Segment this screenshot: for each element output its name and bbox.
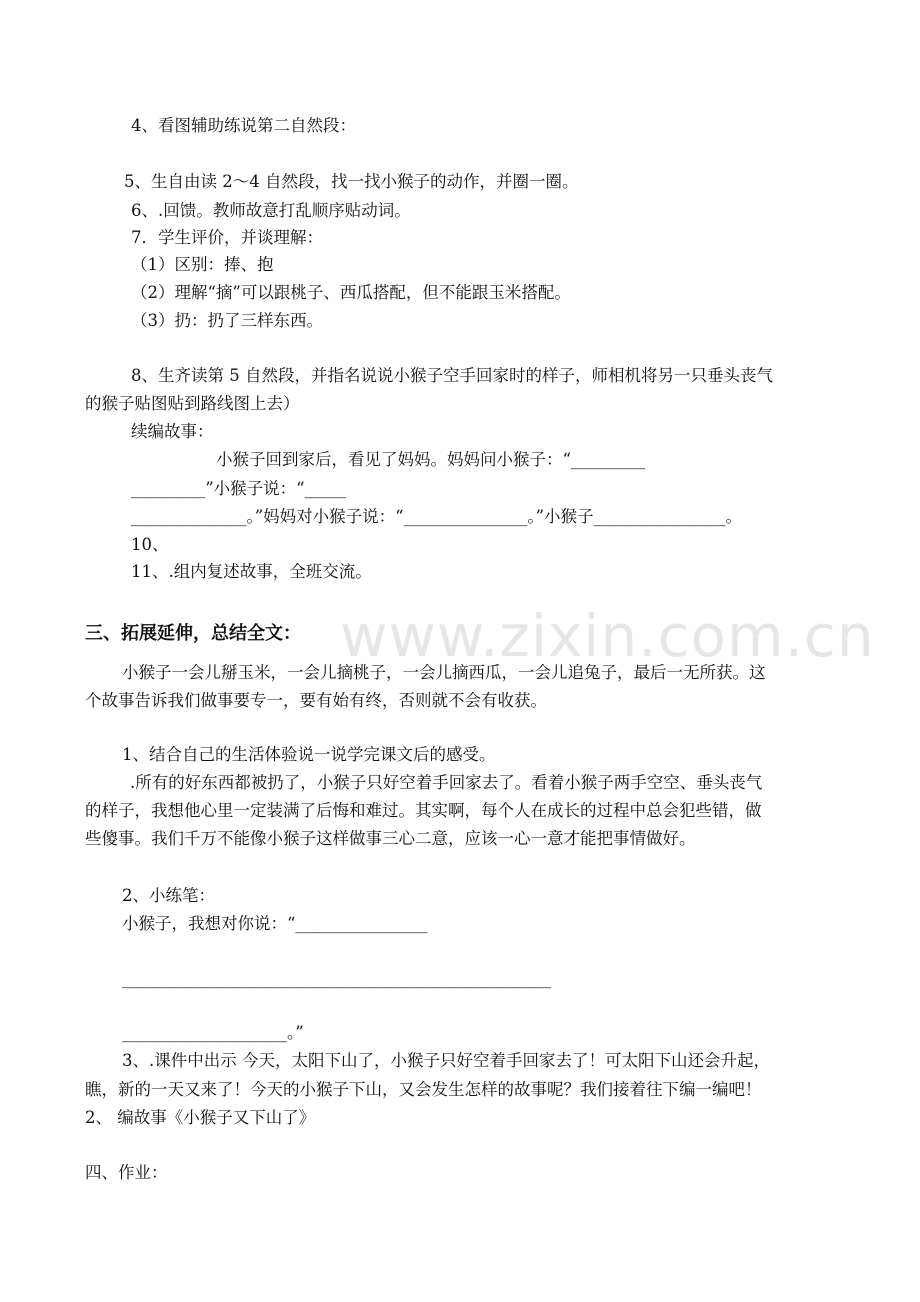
story-blank-line-1: 小猴子回到家后，看见了妈妈。妈妈问小猴子：“_________	[216, 450, 646, 469]
practice-writing-label: 2、小练笔：	[122, 886, 215, 905]
step-10-line: 10、	[131, 535, 169, 554]
courseware-line-1: 3、.课件中出示 今天，太阳下山了，小猴子只好空着手回家去了！可太阳下山还会升起，	[122, 1051, 770, 1070]
step-8-continuation: 的猴子贴图贴到路线图上去）	[85, 394, 300, 413]
step-8-line: 8、生齐读第 5 自然段，并指名说说小猴子空手回家时的样子，师相机将另一只垂头丧气	[131, 366, 773, 385]
step-6-line: 6、.回馈。教师故意打乱顺序贴动词。	[131, 201, 411, 220]
practice-writing-line-3: ____________________。”	[122, 1023, 304, 1042]
sub-item-2: （2）理解“摘”可以跟桃子、西瓜搭配，但不能跟玉米搭配。	[131, 283, 571, 302]
summary-line-2: 个故事告诉我们做事要专一，要有始有终，否则就不会有收获。	[85, 691, 547, 710]
feeling-line-3: 些傻事。我们千万不能像小猴子这样做事三心二意，应该一心一意才能把事情做好。	[85, 829, 696, 848]
step-11-line: 11、.组内复述故事，全班交流。	[131, 562, 372, 581]
summary-line-1: 小猴子一会儿掰玉米，一会儿摘桃子，一会儿摘西瓜，一会儿追兔子，最后一无所获。这	[122, 663, 766, 682]
story-blank-line-2: _________”小猴子说：“_____	[131, 479, 346, 498]
courseware-line-2: 瞧，新的一天又来了！今天的小猴子下山，又会发生怎样的故事呢？我们接着往下编一编吧！	[85, 1080, 762, 1099]
step-5-line: 5、生自由读 2～4 自然段，找一找小猴子的动作，并圈一圈。	[124, 172, 579, 191]
feeling-prompt: 1、结合自己的生活体验说一说学完课文后的感受。	[122, 745, 496, 764]
watermark: www.zixin.com.cn	[340, 602, 875, 670]
feeling-line-1: .所有的好东西都被扔了，小猴子只好空着手回家去了。看着小猴子两手空空、垂头丧气	[130, 773, 763, 792]
feeling-line-2: 的样子，我想他心里一定装满了后悔和难过。其实啊，每个人在成长的过程中总会犯些错，做	[85, 801, 762, 820]
continue-story-label: 续编故事：	[131, 422, 214, 441]
section-4-heading: 四、作业：	[85, 1163, 168, 1182]
sub-item-3: （3）扔：扔了三样东西。	[131, 311, 323, 330]
step-7-line: 7．学生评价，并谈理解：	[131, 228, 323, 247]
sub-item-1: （1）区别：捧、抱	[131, 255, 274, 274]
story-title-line: 2、 编故事《小猴子又下山了》	[85, 1108, 316, 1127]
step-4-line: 4、看图辅助练说第二自然段：	[131, 116, 356, 135]
practice-writing-line-1: 小猴子，我想对你说：“________________	[122, 914, 428, 933]
practice-writing-line-2: ____________________________________________________	[122, 969, 551, 988]
section-3-heading: 三、拓展延伸，总结全文：	[85, 623, 301, 644]
story-blank-line-3: ______________。”妈妈对小猴子说：“_______________。”小猴子________________。	[131, 507, 743, 526]
